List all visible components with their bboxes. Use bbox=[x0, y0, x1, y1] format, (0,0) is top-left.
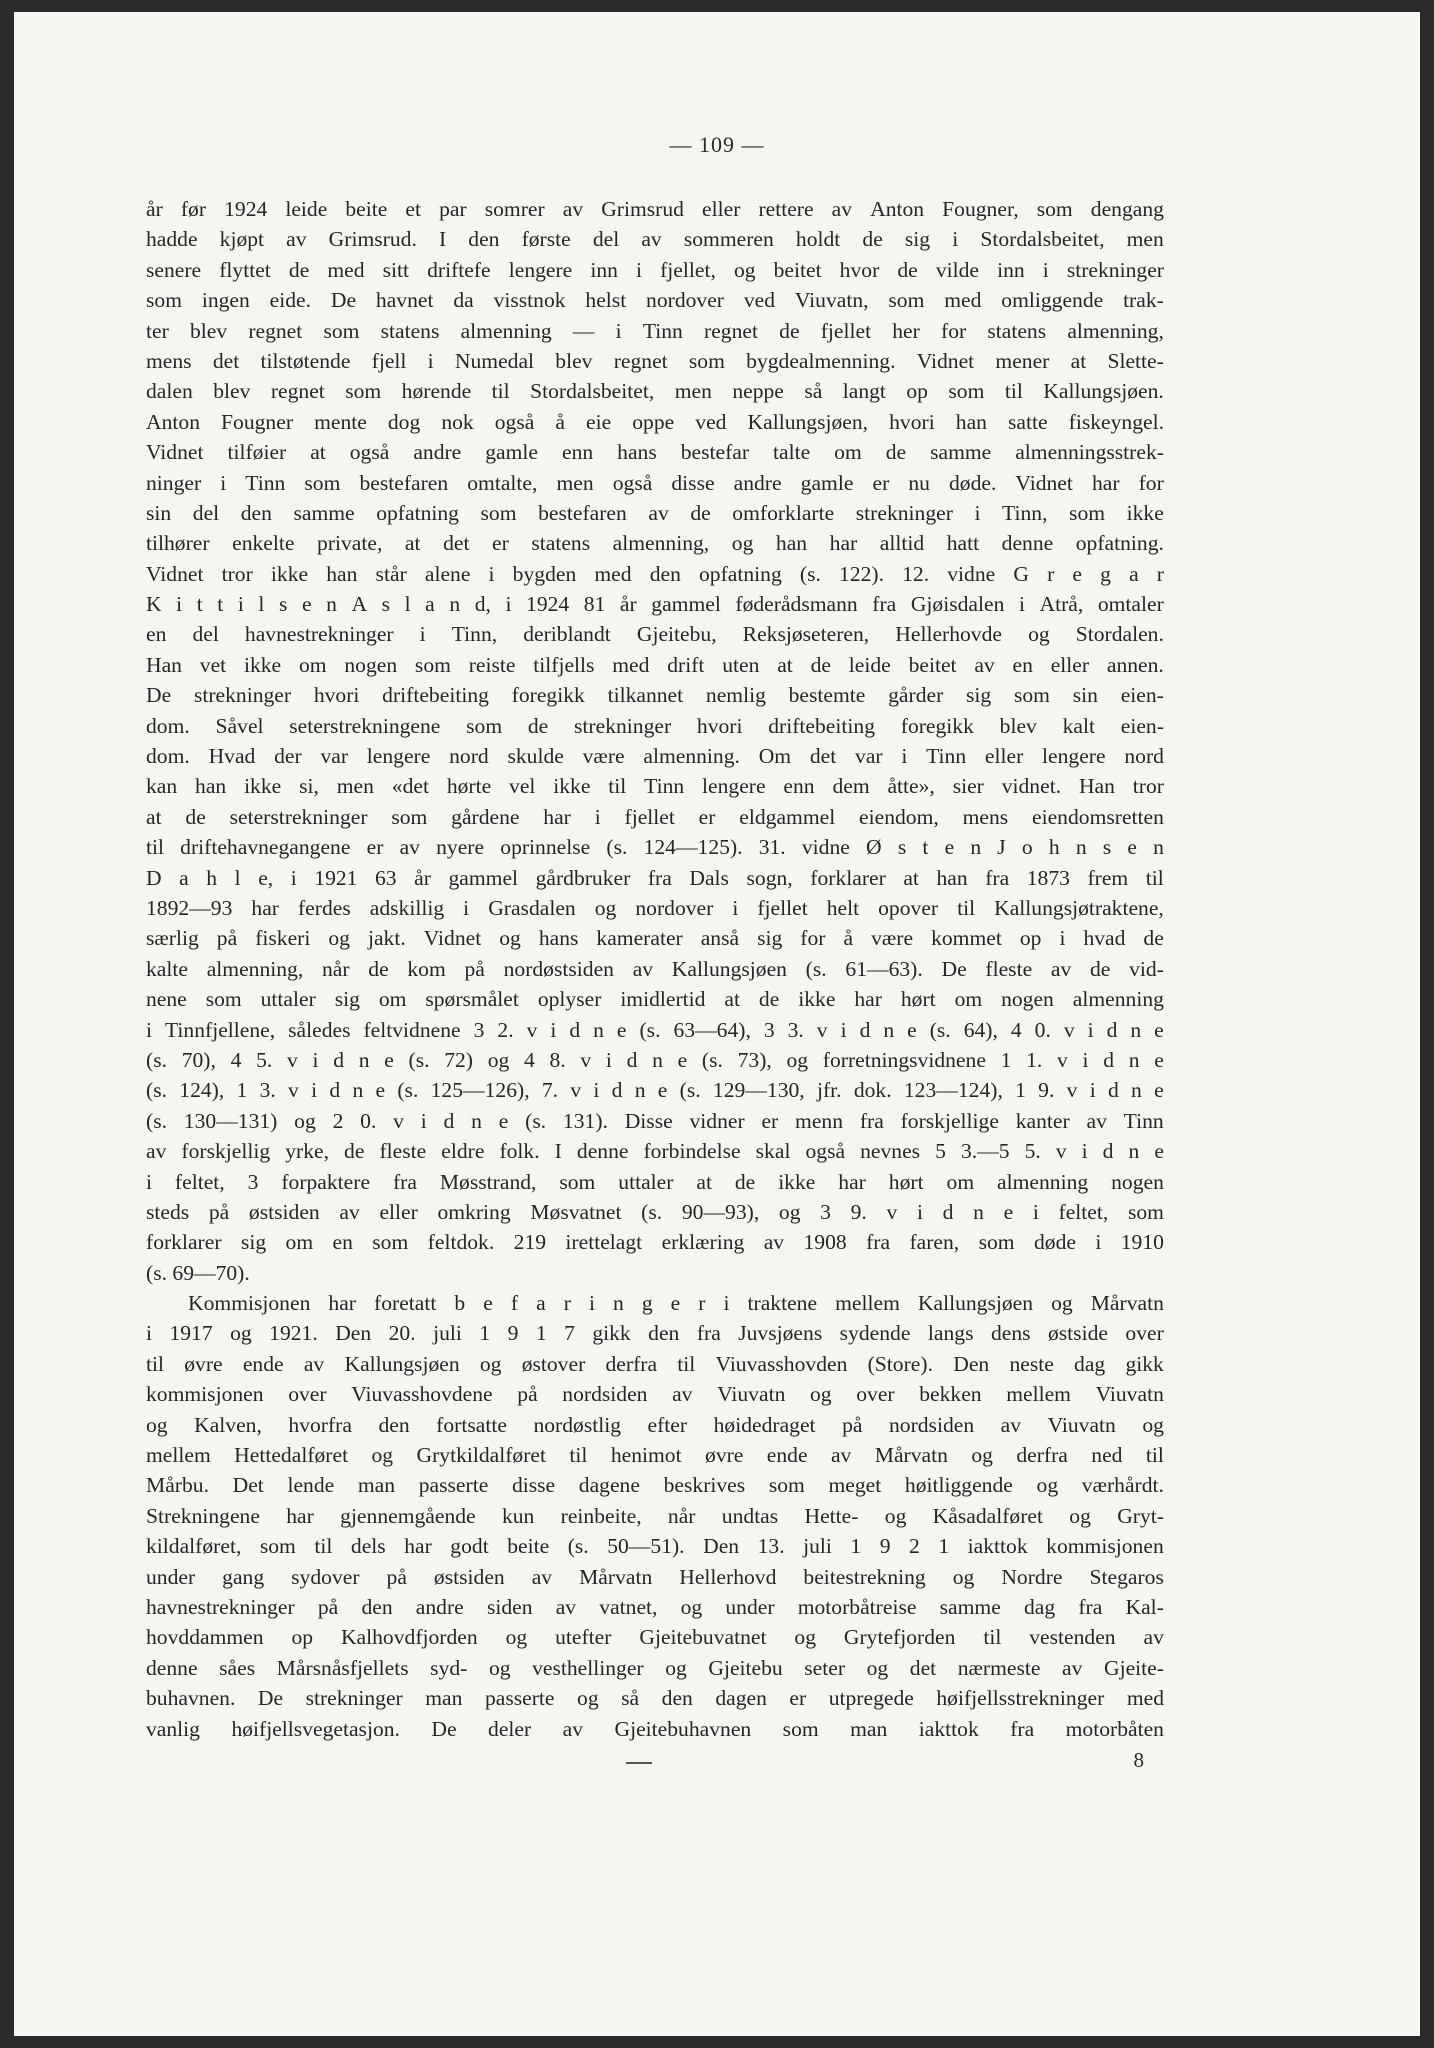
text-line: (s. 69—70). bbox=[146, 1260, 250, 1285]
text-line: D a h l e, i 1921 63 år gammel gårdbruker fra Dals sogn, forklarer at han fra 1873 frem til bbox=[146, 865, 1164, 890]
page-footer bbox=[146, 1748, 1164, 1778]
text-line: dom. Såvel seterstrekningene som de strekninger hvori driftebeiting foregikk blev kalt eien- bbox=[146, 713, 1164, 738]
page-number-header: — 109 — bbox=[669, 132, 765, 157]
text-line: Kommisjonen har foretatt b e f a r i n g e r i traktene mellem Kallungsjøen og Mårvatn bbox=[188, 1291, 1164, 1316]
text-line: ter blev regnet som statens almenning — i Tinn regnet de fjellet her for statens almenning, bbox=[146, 318, 1164, 343]
text-line: mellem Hettedalføret og Grytkildalføret til henimot øvre ende av Mårvatn og derfra ned til bbox=[146, 1443, 1164, 1468]
text-line: og Kalven, hvorfra den fortsatte nordøstlig efter høidedraget på nordsiden av Viuvatn og bbox=[146, 1412, 1164, 1437]
text-line: mens det tilstøtende fjell i Numedal blev regnet som bygdealmenning. Vidnet mener at Slette- bbox=[146, 348, 1164, 373]
text-line: sin del den samme opfatning som bestefaren av de omforklarte strekninger i Tinn, som ikke bbox=[146, 500, 1164, 525]
text-line: (s. 124), 1 3. v i d n e (s. 125—126), 7. v i d n e (s. 129—130, jfr. dok. 123—124), 1 9. v i d n e bbox=[146, 1078, 1164, 1103]
text-line: forklarer sig om en som feltdok. 219 irettelagt erklæring av 1908 fra faren, som døde i 1910 bbox=[146, 1230, 1164, 1255]
text-line: av forskjellig yrke, de fleste eldre folk. I denne forbindelse skal også nevnes 5 3.—5 5. v i d n e bbox=[146, 1139, 1164, 1164]
text-line: i Tinnfjellene, således feltvidnene 3 2. v i d n e (s. 63—64), 3 3. v i d n e (s. 64), 4 0. v i d n e bbox=[146, 1017, 1164, 1042]
text-line: år før 1924 leide beite et par somrer av Grimsrud eller rettere av Anton Fougner, som dengang bbox=[146, 197, 1164, 221]
text-line: en del havnestrekninger i Tinn, deriblandt Gjeitebu, Reksjøseteren, Hellerhovde og Stordalen. bbox=[146, 622, 1164, 647]
text-line: i feltet, 3 forpaktere fra Møsstrand, som uttaler at de ikke har hørt om almenning nogen bbox=[146, 1169, 1164, 1194]
text-line: Anton Fougner mente dog nok også å eie oppe ved Kallungsjøen, hvori han satte fiskeyngel. bbox=[146, 409, 1164, 434]
text-line: steds på østsiden av eller omkring Møsvatnet (s. 90—93), og 3 9. v i d n e i feltet, som bbox=[146, 1199, 1164, 1224]
text-line: tilhører enkelte private, at det er statens almenning, og han har alltid hatt denne opfatning. bbox=[146, 531, 1164, 556]
body-text bbox=[146, 194, 1164, 1744]
text-line: kildalføret, som til dels har godt beite (s. 50—51). Den 13. juli 1 9 2 1 iakttok kommisjonen bbox=[146, 1534, 1164, 1559]
text-line: til øvre ende av Kallungsjøen og østover derfra til Viuvasshovden (Store). Den neste dag gikk bbox=[146, 1351, 1164, 1376]
text-line: særlig på fiskeri og jakt. Vidnet og hans kamerater anså sig for å være kommet op i hvad de bbox=[146, 926, 1164, 951]
text-line: dalen blev regnet som hørende til Stordalsbeitet, men neppe så langt op som til Kallungsjøen. bbox=[146, 379, 1164, 404]
text-line: Vidnet tilføier at også andre gamle enn hans bestefar talte om de samme almenningsstrek- bbox=[146, 440, 1164, 465]
text-line: Han vet ikke om nogen som reiste tilfjells med drift uten at de leide beitet av en eller annen. bbox=[146, 652, 1164, 677]
text-line: at de seterstrekninger som gårdene har i fjellet er eldgammel eiendom, mens eiendomsretten bbox=[146, 804, 1164, 829]
text-line: til driftehavnegangene er av nyere oprinnelse (s. 124—125). 31. vidne Ø s t e n J o h n s e n bbox=[146, 835, 1164, 860]
text-line: kan han ikke si, men «det hørte vel ikke til Tinn lengere enn dem åtte», sier vidnet. Han tror bbox=[146, 774, 1164, 799]
signature-number: 8 bbox=[1133, 1748, 1144, 1772]
text-line: ninger i Tinn som bestefaren omtalte, men også disse andre gamle er nu døde. Vidnet har for bbox=[146, 470, 1164, 495]
text-line: (s. 130—131) og 2 0. v i d n e (s. 131). Disse vidner er menn fra forskjellige kanter av Tinn bbox=[146, 1108, 1164, 1133]
text-line: som ingen eide. De havnet da visstnok helst nordover ved Viuvatn, som med omliggende trak- bbox=[146, 288, 1164, 313]
text-line: Strekningene har gjennemgående kun reinbeite, når undtas Hette- og Kåsadalføret og Gryt- bbox=[146, 1503, 1164, 1528]
text-line: Mårbu. Det lende man passerte disse dagene beskrives som meget høitliggende og værhårdt. bbox=[146, 1473, 1164, 1498]
text-line: (s. 70), 4 5. v i d n e (s. 72) og 4 8. v i d n e (s. 73), og forretningsvidnene 1 1. v i d n e bbox=[146, 1047, 1164, 1072]
text-line: 1892—93 har ferdes adskillig i Grasdalen og nordover i fjellet helt opover til Kallungsjøtraktene, bbox=[146, 895, 1164, 920]
text-line: hadde kjøpt av Grimsrud. I den første del av sommeren holdt de sig i Stordalsbeitet, men bbox=[146, 227, 1164, 252]
text-line: havnestrekninger på den andre siden av vatnet, og under motorbåtreise samme dag fra Kal- bbox=[146, 1594, 1164, 1619]
text-line: buhavnen. De strekninger man passerte og så den dagen er utpregede høifjellsstrekninger med bbox=[146, 1686, 1164, 1711]
text-line: under gang sydover på østsiden av Mårvatn Hellerhovd beitestrekning og Nordre Stegaros bbox=[146, 1564, 1164, 1589]
footer-dash-mark bbox=[626, 1762, 652, 1764]
text-line: senere flyttet de med sitt driftefe lengere inn i fjellet, og beitet hvor de vilde inn i strekninger bbox=[146, 257, 1164, 282]
text-line: vanlig høifjellsvegetasjon. De deler av Gjeitebuhavnen som man iakttok fra motorbåten bbox=[146, 1716, 1164, 1741]
text-line: dom. Hvad der var lengere nord skulde være almenning. Om det var i Tinn eller lengere nord bbox=[146, 744, 1164, 769]
text-line: hovddammen op Kalhovdfjorden og utefter Gjeitebuvatnet og Grytefjorden til vestenden av bbox=[146, 1625, 1164, 1650]
text-line: i 1917 og 1921. Den 20. juli 1 9 1 7 gikk den fra Juvsjøens sydende langs dens østside over bbox=[146, 1321, 1164, 1346]
text-line: kalte almenning, når de kom på nordøstsiden av Kallungsjøen (s. 61—63). De fleste av de vid- bbox=[146, 956, 1164, 981]
text-line: De strekninger hvori driftebeiting foregikk tilkannet nemlig bestemte gårder sig som sin eien- bbox=[146, 683, 1164, 708]
text-line: kommisjonen over Viuvasshovdene på nordsiden av Viuvatn og over bekken mellem Viuvatn bbox=[146, 1382, 1164, 1407]
text-line: K i t t i l s e n A s l a n d, i 1924 81 år gammel føderådsmann fra Gjøisdalen i Atrå, omtaler bbox=[146, 592, 1164, 617]
text-line: denne såes Mårsnåsfjellets syd- og vesthellinger og Gjeitebu seter og det nærmeste av Gjeite- bbox=[146, 1655, 1164, 1680]
text-line: nene som uttaler sig om spørsmålet oplyser imidlertid at de ikke har hørt om nogen almenning bbox=[146, 987, 1164, 1012]
text-line: Vidnet tror ikke han står alene i bygden med den opfatning (s. 122). 12. vidne G r e g a r bbox=[146, 561, 1164, 586]
